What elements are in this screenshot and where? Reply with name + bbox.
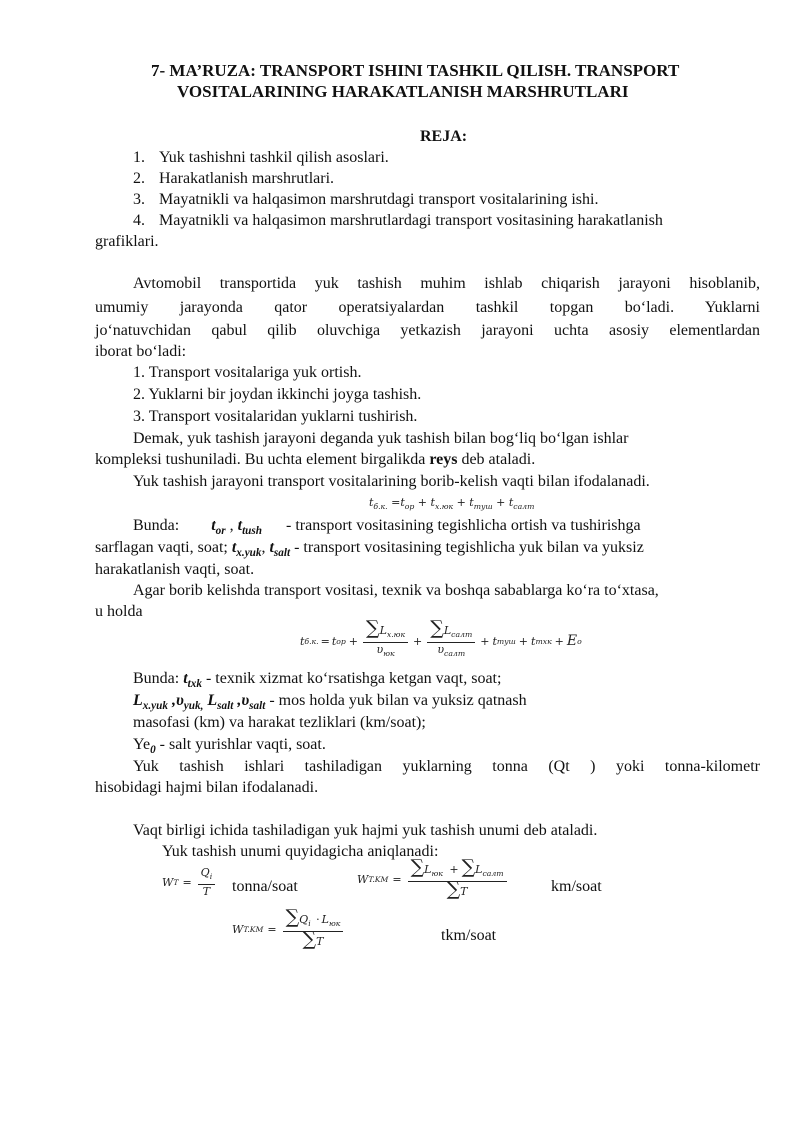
formula-symbol: L: [424, 863, 432, 876]
formula-productivity-tkm: [232, 906, 345, 951]
formula-operator: +: [413, 634, 423, 648]
fraction-numerator: [198, 866, 216, 885]
formula-symbol: Q: [299, 913, 309, 926]
symbol-subscript: salt: [217, 700, 234, 713]
formula-fraction: [427, 617, 475, 661]
sigma-symbol: ∑: [410, 856, 425, 878]
formula-symbol: υ: [437, 643, 445, 657]
formula-operator: +: [518, 634, 529, 648]
definition-text: sarflagan vaqti, soat;: [95, 539, 232, 556]
formula-subscript: юк: [328, 919, 341, 929]
formula-subscript: тyш: [496, 636, 516, 646]
sigma-symbol: ∑: [302, 928, 317, 951]
plan-item: [133, 147, 389, 168]
plan-heading: REJA:: [420, 128, 468, 145]
formula-operator: +: [456, 496, 466, 509]
paragraph-line: Yuk tashish unumi quyidagicha aniqlanadi:: [162, 843, 439, 860]
symbol-subscript: x.yuk: [236, 547, 262, 560]
paragraph-line: jo‘natuvchidan qabul qilib oluvchiga yetkazish jarayoni uchta asosiy elementlardan: [95, 322, 760, 339]
definition-text: - transport vositasining tegishlicha yuk bilan va yuksiz: [290, 539, 644, 556]
formula-symbol: W: [162, 876, 174, 890]
formula-subscript: х.юк: [434, 502, 454, 512]
separator: ,: [225, 517, 238, 534]
text-run: deb ataladi.: [457, 451, 536, 468]
formula-fraction: [363, 617, 408, 661]
formula-operator: +: [554, 634, 564, 648]
symbol-subscript: yuk,: [183, 700, 204, 713]
formula-symbol: L: [475, 863, 483, 876]
symbol-subscript: 0: [150, 744, 156, 757]
paragraph-line: [95, 449, 535, 470]
plan-item-text: Mayatnikli va halqasimon marshrutdagi transport vositalarining ishi.: [159, 191, 599, 208]
formula-symbol: L: [443, 624, 452, 637]
formula-operator: +: [449, 863, 459, 876]
formula-productivity-tonnes: [162, 866, 217, 899]
formula-operator: +: [496, 496, 506, 509]
formula-operator: +: [480, 634, 490, 648]
formula-symbol: t: [469, 496, 474, 509]
paragraph-line: Yuk tashish jarayoni transport vositalarining borib-kelish vaqti bilan ifodalanadi.: [133, 473, 650, 490]
formula-operator: +: [348, 634, 359, 648]
fraction-denominator: [444, 878, 471, 901]
symbol: L: [203, 692, 218, 709]
plan-item-number: 1.: [133, 149, 145, 166]
formula-symbol: T: [460, 885, 468, 899]
formula-subscript: T.KM: [243, 925, 264, 935]
paragraph-line: umumiy jarayonda qator operatsiyalardan tashkil topgan bo‘ladi. Yuklarni: [95, 299, 760, 316]
symbol-subscript: salt: [249, 700, 266, 713]
fraction-denominator: [200, 885, 213, 899]
fraction-denominator: [434, 643, 468, 661]
symbol-subscript: or: [215, 525, 226, 538]
definition-text: - transport vositasining tegishlicha ortish va tushirishga: [285, 517, 641, 534]
separator: ,: [261, 539, 270, 556]
formula-operator: =: [182, 876, 192, 890]
formula-subscript: юк: [431, 869, 443, 879]
plan-item-continuation: grafiklari.: [95, 233, 159, 250]
formula-subscript: T: [173, 878, 179, 888]
plan-item-text: Mayatnikli va halqasimon marshrutlardagi transport vositasining harakatlanish: [159, 212, 663, 229]
plan-item: [133, 210, 663, 231]
symbol-subscript: salt: [273, 547, 291, 560]
formula-subscript: салт: [513, 502, 535, 512]
definition-text: - mos holda yuk bilan va yuksiz qatnash: [265, 692, 527, 709]
formula-operator: =: [320, 634, 330, 648]
formula-symbol: E: [566, 632, 578, 649]
formula-operator: =: [267, 923, 277, 937]
formula-subscript: юк: [383, 649, 395, 659]
fraction-numerator: [363, 617, 408, 643]
term-reys: reys: [429, 451, 458, 468]
formula-subscript: салт: [451, 630, 473, 640]
formula-subscript: i: [308, 919, 311, 929]
plan-item: [133, 168, 334, 189]
symbol: ,υ: [233, 692, 250, 709]
formula-symbol: t: [430, 496, 435, 509]
formula-trip-time-with-stops: [300, 617, 582, 661]
formula-unit: tkm/soat: [441, 927, 497, 944]
symbol: ,υ: [167, 692, 184, 709]
formula-operator: =: [392, 873, 402, 887]
symbol: t: [211, 517, 216, 534]
formula-subscript: op: [404, 502, 415, 512]
paragraph-line: Agar borib kelishda transport vositasi, texnik va boshqa sabablarga ko‘ra to‘xtasa,: [133, 582, 659, 599]
formula-symbol: t: [508, 496, 514, 509]
formula-symbol: W: [232, 923, 244, 937]
definition-label: Bunda:: [133, 670, 184, 687]
plan-item-number: 4.: [133, 212, 145, 229]
definition-text: - salt yurishlar vaqti, soat.: [155, 736, 326, 753]
formula-symbol: t: [331, 634, 337, 648]
definition-line: harakatlanish vaqti, soat.: [95, 561, 255, 578]
paragraph-line: Vaqt birligi ichida tashiladigan yuk hajmi yuk tashish unumi deb ataladi.: [133, 822, 598, 839]
symbol: L: [133, 692, 143, 709]
symbol: t: [269, 539, 274, 556]
fraction-denominator: [300, 928, 327, 951]
formula-symbol: L: [321, 913, 329, 926]
symbol: t: [183, 670, 188, 687]
formula-fraction: [198, 866, 216, 899]
formula-operator: =: [391, 496, 401, 509]
formula-trip-time: [369, 492, 534, 517]
paragraph-line: iborat bo‘ladi:: [95, 343, 187, 360]
paragraph-line: hisobidagi hajmi bilan ifodalanadi.: [95, 779, 319, 796]
formula-subscript: тхк: [535, 636, 552, 646]
paragraph-line: u holda: [95, 603, 143, 620]
sigma-symbol: ∑: [430, 617, 444, 639]
definition-text: - texnik xizmat ko‘rsatishga ketgan vaqt, soat;: [201, 670, 502, 687]
formula-operator: +: [417, 496, 428, 509]
formula-subscript: op: [336, 636, 346, 646]
symbol: Ye: [133, 736, 151, 753]
sigma-symbol: ∑: [461, 856, 476, 878]
fraction-numerator: [427, 617, 475, 643]
formula-symbol: W: [357, 873, 369, 887]
fraction-denominator: [374, 643, 398, 661]
formula-fraction: [408, 856, 507, 901]
text-run: kompleksi tushuniladi. Bu uchta element birgalikda: [95, 451, 430, 468]
plan-item-number: 3.: [133, 191, 145, 208]
definition-label: Bunda:: [133, 517, 180, 534]
formula-productivity-km: [357, 856, 509, 901]
symbol: t: [231, 539, 237, 556]
formula-subscript: б.к.: [304, 636, 319, 646]
formula-subscript: i: [209, 872, 213, 882]
formula-symbol: t: [531, 634, 536, 648]
formula-symbol: Q: [200, 866, 210, 879]
paragraph-line: Demak, yuk tashish jarayoni deganda yuk tashish bilan bog‘liq bo‘lgan ishlar: [133, 430, 629, 447]
symbol: t: [237, 517, 243, 534]
formula-symbol: T: [202, 885, 211, 899]
formula-subscript: салт: [482, 869, 504, 879]
formula-symbol: T: [316, 935, 324, 949]
definition-line: masofasi (km) va harakat tezliklari (km/soat);: [133, 714, 426, 731]
sigma-symbol: ∑: [446, 878, 461, 901]
list-item: 2. Yuklarni bir joydan ikkinchi joyga tashish.: [133, 386, 422, 403]
formula-subscript: х.юк: [386, 630, 406, 640]
formula-operator: ·: [316, 913, 320, 926]
formula-symbol: t: [369, 496, 374, 509]
formula-subscript: б.к.: [373, 502, 388, 512]
page-title-line-2: VOSITALARINING HARAKATLANISH MARSHRUTLARI: [177, 82, 629, 101]
formula-subscript: тyш: [473, 502, 493, 512]
formula-subscript: o: [577, 636, 582, 646]
page-title-line-1: 7- MA’RUZA: TRANSPORT ISHINI TASHKIL QILISH. TRANSPORT: [151, 61, 680, 80]
list-item: 1. Transport vositalariga yuk ortish.: [133, 364, 362, 381]
formula-unit: tonna/soat: [232, 878, 298, 895]
paragraph-line: Yuk tashish ishlari tashiladigan yuklarning tonna (Qt ) yoki tonna-kilometr: [133, 758, 760, 775]
formula-symbol: L: [379, 624, 387, 637]
formula-subscript: салт: [444, 649, 466, 659]
sigma-symbol: ∑: [366, 617, 380, 639]
formula-fraction: [283, 906, 344, 951]
list-item: 3. Transport vositalaridan yuklarni tushirish.: [133, 408, 418, 425]
plan-item-text: Yuk tashishni tashkil qilish asoslari.: [159, 149, 389, 166]
symbol-subscript: x.yuk: [142, 700, 168, 713]
formula-symbol: υ: [376, 643, 384, 657]
formula-unit: km/soat: [551, 878, 602, 895]
symbol-subscript: txk: [187, 678, 202, 691]
plan-item: [133, 189, 598, 210]
plan-item-text: Harakatlanish marshrutlari.: [159, 170, 335, 187]
formula-subscript: T.KM: [368, 875, 389, 885]
symbol-subscript: tush: [242, 525, 262, 538]
formula-symbol: t: [300, 634, 305, 648]
sigma-symbol: ∑: [285, 906, 300, 928]
formula-symbol: t: [400, 496, 405, 509]
plan-item-number: 2.: [133, 170, 145, 187]
paragraph-line: Avtomobil transportida yuk tashish muhim ishlab chiqarish jarayoni hisoblanib,: [133, 275, 760, 292]
formula-symbol: t: [492, 634, 497, 648]
